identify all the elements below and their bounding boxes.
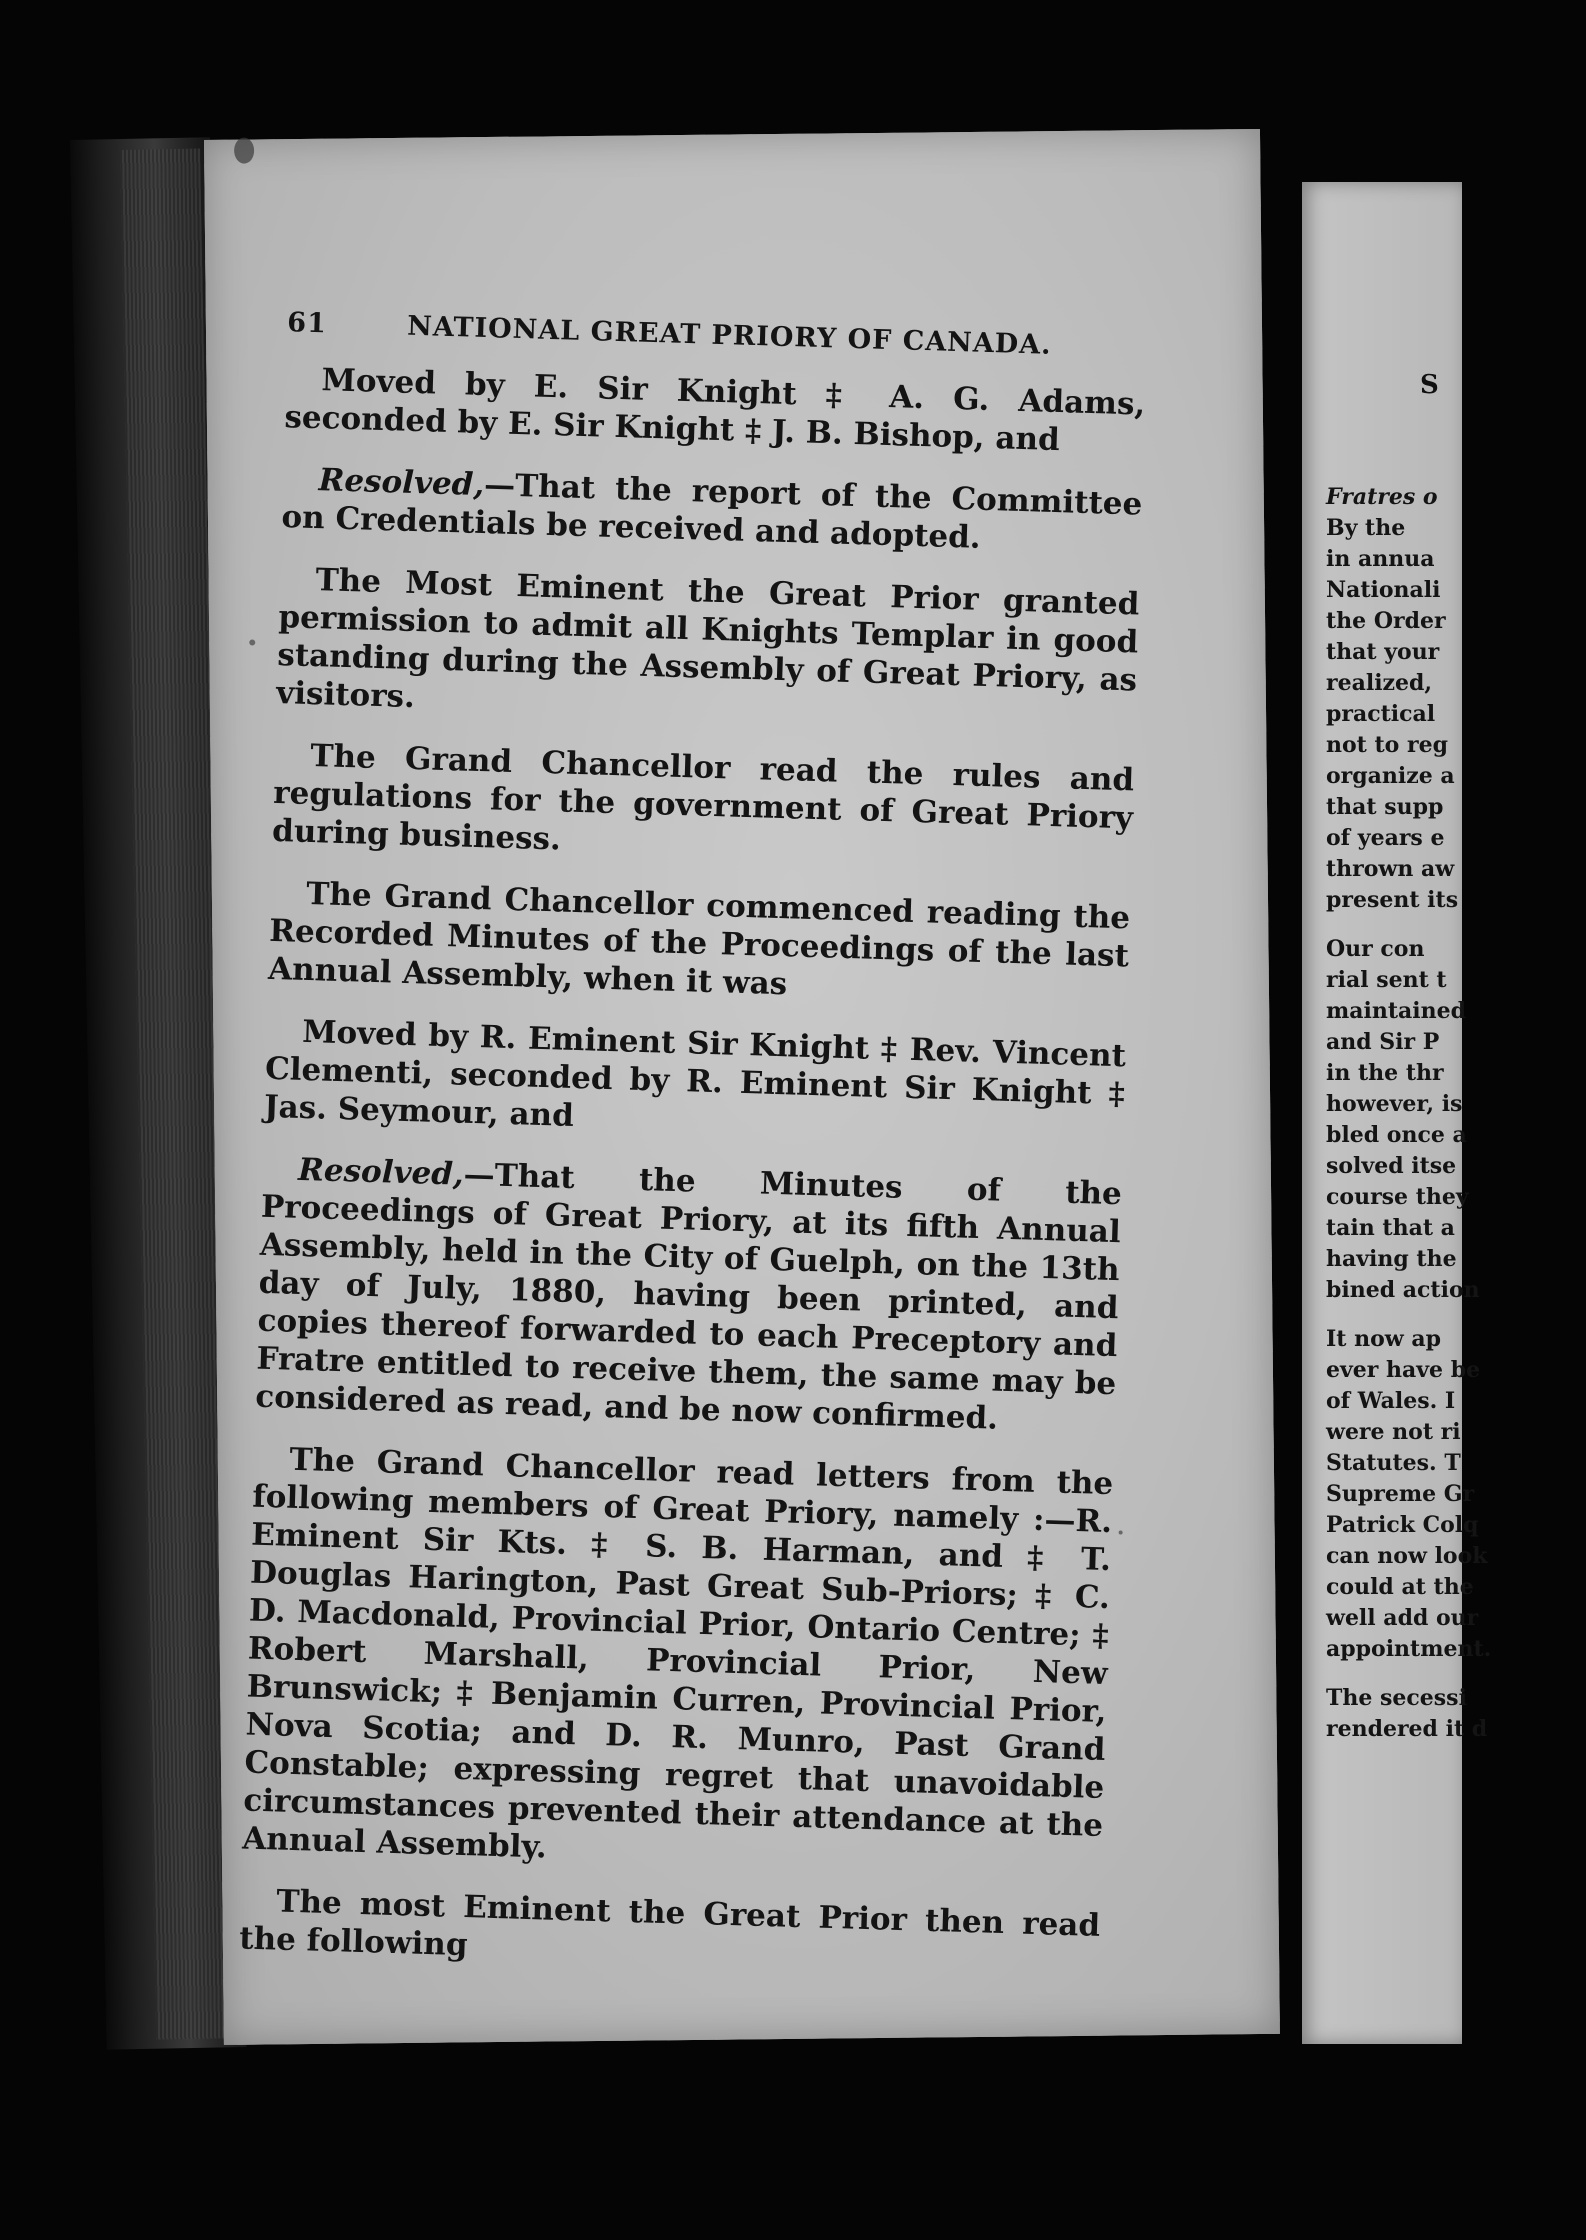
page-blemish xyxy=(249,639,255,645)
right-page-line: Our con xyxy=(1326,936,1425,962)
paragraph-text: The Grand Chancellor commenced reading the Recorded Minutes of the Proceedings of the last Annual Assembly, when it was xyxy=(267,875,1131,1003)
resolved-lead: Resolved, xyxy=(318,462,485,504)
paragraph-gap xyxy=(1326,1306,1586,1324)
right-page-line: ever have be xyxy=(1326,1357,1481,1383)
left-page xyxy=(204,129,1280,2045)
paragraph xyxy=(263,1012,1126,1151)
paragraph xyxy=(276,560,1140,737)
page-number: 61 xyxy=(286,307,328,340)
page-blemish xyxy=(234,137,254,163)
right-page-line: that your xyxy=(1326,639,1440,665)
paragraph-gap xyxy=(1326,1665,1586,1683)
right-page-line: and Sir P xyxy=(1326,1029,1440,1055)
right-page-fragment xyxy=(1302,182,1492,2044)
right-page-line: bled once a xyxy=(1326,1122,1467,1148)
body-text xyxy=(239,360,1146,1983)
right-page-line: could at the xyxy=(1326,1574,1474,1600)
paragraph-text: The Most Eminent the Great Prior granted permission to admit all Knights Templar in good standing during the Assembly of Great Priory, as visitors. xyxy=(275,562,1140,716)
running-head-title: NATIONAL GREAT PRIORY OF CANADA. xyxy=(406,310,1052,361)
right-page-line: organize a xyxy=(1326,763,1455,789)
right-page-line: of Wales. I xyxy=(1326,1388,1456,1414)
right-page-line: Fratres o xyxy=(1326,484,1438,510)
right-page-line: realized, xyxy=(1326,670,1433,696)
paragraph xyxy=(255,1150,1123,1441)
right-page-text xyxy=(1326,482,1586,1745)
right-page-line: bined action xyxy=(1326,1277,1480,1303)
paragraph xyxy=(281,460,1143,561)
right-page-line: Statutes. T xyxy=(1326,1450,1461,1476)
paragraph-text: Moved by E. Sir Knight ‡ A. G. Adams, seconded by E. Sir Knight ‡ J. B. Bishop, and xyxy=(283,362,1146,459)
page-blemish xyxy=(1119,1530,1123,1534)
running-head xyxy=(287,307,1148,363)
right-page-line: rendered it d xyxy=(1326,1716,1488,1742)
resolved-lead: Resolved, xyxy=(297,1151,465,1193)
right-page-line: solved itse xyxy=(1326,1153,1457,1179)
paragraph-text: The Grand Chancellor read the rules and regulations for the government of Great Priory during business. xyxy=(271,738,1135,858)
right-page-line: of years e xyxy=(1326,825,1445,851)
paragraph-text: The most Eminent the Great Prior then read the following xyxy=(238,1883,1101,1964)
paragraph-text: —That the Minutes of the Proceedings of Great Priory, at its fifth Annual Assembly, held in the City of Guelph, on the 13th day of July, 1880, having been printed, and copies thereof forwarded to each Preceptory and Fratre entitled to receive them, the same may be considered as read, and be now confirmed. xyxy=(254,1156,1123,1437)
right-page-line: in annua xyxy=(1326,546,1435,572)
right-page-line: thrown aw xyxy=(1326,856,1455,882)
right-page-line: having the xyxy=(1326,1246,1457,1272)
right-page-line: practical xyxy=(1326,701,1436,727)
paragraph xyxy=(242,1440,1114,1883)
right-page-line: course they xyxy=(1326,1184,1469,1210)
right-page-line: in the thr xyxy=(1326,1060,1444,1086)
paragraph-gap xyxy=(1326,916,1586,934)
right-page-line: appointment. xyxy=(1326,1636,1492,1662)
paragraph-text: The Grand Chancellor read letters from the following members of Great Priory, namely :—R. Eminent Sir Kts. ‡ S. B. Harman, and ‡ T. Douglas Harington, Past Great Sub-Priors; ‡ C. D. Macdonald, Provincial Prior, Ontario Centre; ‡ Robert Marshall, Provincial Prior, New Brunswick; ‡ Benjamin Curren, Provincial Prior, Nova Scotia; and D. R. Munro, Past Grand Constable; expressing regret that unavoidable circumstances prevented their attendance at the Annual Assembly. xyxy=(241,1441,1114,1866)
right-page-line: were not ri xyxy=(1326,1419,1461,1445)
right-page-line: that supp xyxy=(1326,794,1444,820)
paragraph xyxy=(268,874,1131,1013)
paragraph xyxy=(272,736,1135,875)
right-page-line: can now look xyxy=(1326,1543,1488,1569)
right-page-line: well add our xyxy=(1326,1605,1479,1631)
right-page-line: rial sent t xyxy=(1326,967,1447,993)
right-page-line: however, is xyxy=(1326,1091,1463,1117)
right-page-line: Nationali xyxy=(1326,577,1441,603)
right-page-line: maintained xyxy=(1326,998,1467,1024)
right-page-line: It now ap xyxy=(1326,1326,1442,1352)
right-page-line: By the xyxy=(1326,515,1406,541)
right-running-head: S xyxy=(1420,370,1439,400)
right-page-line: Supreme Gr xyxy=(1326,1481,1475,1507)
right-page-line: The secessi xyxy=(1326,1685,1467,1711)
paragraph-text: —That the report of the Committee on Credentials be received and adopted. xyxy=(280,467,1143,556)
right-page-line: tain that a xyxy=(1326,1215,1455,1241)
right-page-line: not to reg xyxy=(1326,732,1448,758)
paragraph xyxy=(239,1881,1101,1982)
right-page-line: the Order xyxy=(1326,608,1446,634)
right-page-line: present its xyxy=(1326,887,1459,913)
right-page-line: Patrick Colq xyxy=(1326,1512,1479,1538)
left-page-text xyxy=(238,307,1147,2007)
paragraph xyxy=(284,360,1146,461)
paragraph-text: Moved by R. Eminent Sir Knight ‡ Rev. Vincent Clementi, seconded by R. Eminent Sir Knight ‡ Jas. Seymour, and xyxy=(263,1013,1127,1134)
